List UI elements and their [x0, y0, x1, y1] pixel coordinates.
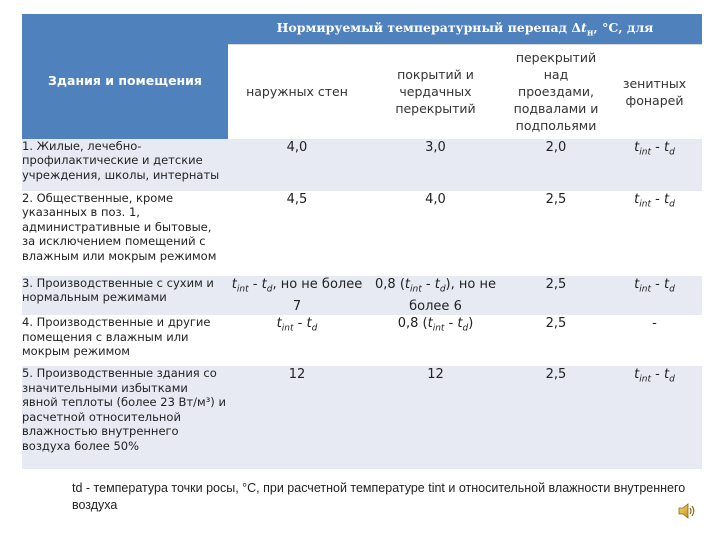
header-buildings-label: Здания и помещения [48, 72, 202, 88]
cell-value: 12 [228, 366, 366, 469]
temperature-table [22, 14, 702, 469]
footnote: td - температура точки росы, °С, при расчетной температуре tint и относительной влажности внутреннего воздуха [72, 481, 686, 512]
table-row [22, 191, 702, 276]
cell-value: 2,5 [505, 315, 607, 366]
cell-value: $t_{int} - t_d$ [607, 276, 702, 316]
cell-value: 0,8 $(t_{int} - t_d)$ [366, 315, 505, 366]
table-row [22, 139, 702, 191]
cell-value: $t_{int} - t_d$, но не более 7 [228, 276, 366, 316]
header-temperature-diff: Нормируемый температурный перепад $\Delta t_н$, °С, для [228, 14, 702, 45]
cell-value: 12 [366, 366, 505, 469]
table-row [22, 366, 702, 469]
cell-value: 4,0 [228, 139, 366, 191]
cell-value: 2,0 [505, 139, 607, 191]
header-floors-over: перекрытий над проездами, подвалами и подпольями [505, 45, 607, 139]
cell-value: - [607, 315, 702, 366]
speaker-icon[interactable] [676, 500, 698, 522]
cell-value: 0,8 $(t_{int} - t_d)$, но не более 6 [366, 276, 505, 316]
row-label: 4. Производственные и другие помещения с влажным или мокрым режимом [22, 315, 228, 366]
cell-value: 4,5 [228, 191, 366, 276]
cell-value: 2,5 [505, 276, 607, 316]
cell-value: 2,5 [505, 191, 607, 276]
header-buildings [22, 14, 228, 139]
cell-value: $t_{int} - t_d$ [228, 315, 366, 366]
cell-value: $t_{int} - t_d$ [607, 366, 702, 469]
header-roofs: покрытий и чердачных перекрытий [366, 45, 505, 139]
row-label: 2. Общественные, кроме указанных в поз. 1, административные и бытовые, за исключением помещений с влажным или мокрым режимом [22, 191, 228, 276]
cell-value: 4,0 [366, 191, 505, 276]
header-outer-walls: наружных стен [228, 45, 366, 139]
table-row [22, 276, 702, 316]
row-label: 1. Жилые, лечебно-профилактические и детские учреждения, школы, интернаты [22, 139, 228, 191]
cell-value: $t_{int} - t_d$ [607, 139, 702, 191]
row-label: 3. Производственные с сухим и нормальным режимами [22, 276, 228, 316]
cell-value: 2,5 [505, 366, 607, 469]
header-skylights: зенитных фонарей [607, 45, 702, 139]
table-row [22, 315, 702, 366]
cell-value: 3,0 [366, 139, 505, 191]
cell-value: $t_{int} - t_d$ [607, 191, 702, 276]
row-label: 5. Производственные здания со значительными избытками явной теплоты (более 23 Вт/м³) и расчетной относительной влажностью внутреннего воздуха более 50% [22, 366, 228, 469]
